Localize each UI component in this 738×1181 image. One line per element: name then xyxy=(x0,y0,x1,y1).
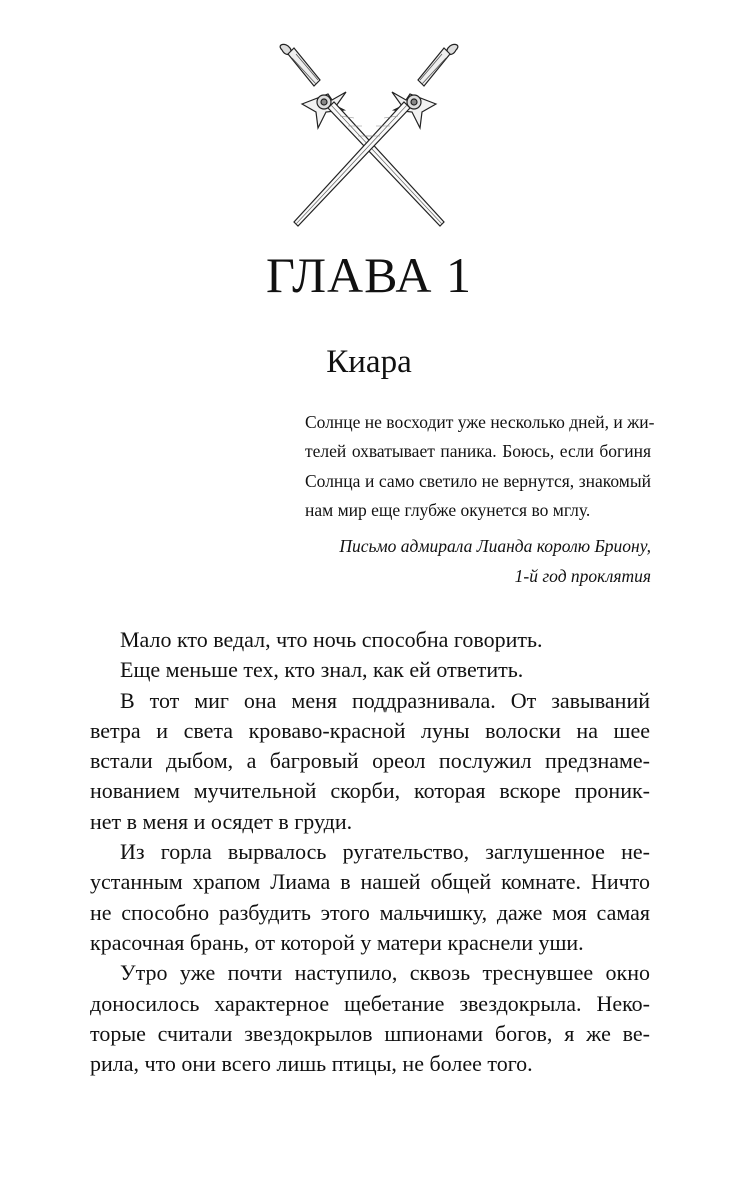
paragraph-line: устанным храпом Лиама в нашей общей комнате. Ничто xyxy=(90,869,650,895)
paragraph-line: Мало кто ведал, что ночь способна говорить. xyxy=(120,627,543,652)
chapter-title: ГЛАВА 1 xyxy=(266,247,472,303)
paragraph-line: Из горла вырвалось ругательство, заглушенное не- xyxy=(120,839,650,865)
paragraph-3 xyxy=(90,686,650,837)
epigraph-line: Солнце не восходит уже несколько дней, и жи- xyxy=(305,412,655,432)
paragraph-line: В тот миг она меня поддразнивала. От завываний xyxy=(120,687,650,713)
right-sword xyxy=(294,44,458,226)
paragraph-1 xyxy=(90,625,650,655)
paragraph-line: нет в меня и осядет в груди. xyxy=(90,808,353,834)
paragraph-line: встали дыбом, а багровый ореол послужил предзнаме- xyxy=(90,748,650,774)
paragraph-5 xyxy=(90,958,650,1079)
paragraph-line: рила, что они всего лишь птицы, не более того. xyxy=(90,1051,533,1077)
left-sword xyxy=(280,44,444,226)
paragraph-2 xyxy=(90,655,650,685)
epigraph-source-line: Письмо адмирала Лианда королю Бриону, xyxy=(339,536,651,557)
epigraph-source xyxy=(305,531,651,592)
epigraph-line: телей охватывает паника. Боюсь, если богиня xyxy=(305,441,651,462)
epigraph-line: Солнца и само светило не вернутся, знакомый xyxy=(305,470,651,491)
epigraph-source-line: 1-й год проклятия xyxy=(514,566,651,587)
paragraph-line: нованием мучительной скорби, которая вскоре проник- xyxy=(90,778,650,804)
crossed-swords-icon xyxy=(268,40,470,236)
epigraph xyxy=(305,408,655,592)
paragraph-4 xyxy=(90,837,650,958)
paragraph-line: торые считали звездокрылов шпионами богов, я же ве- xyxy=(90,1020,650,1046)
epigraph-line: нам мир еще глубже окунется во мглу. xyxy=(305,499,591,520)
paragraph-line: не способно разбудить этого мальчишку, даже моя самая xyxy=(90,899,650,925)
paragraph-line: Еще меньше тех, кто знал, как ей ответить. xyxy=(120,657,524,683)
body-text xyxy=(90,625,650,1079)
chapter-subtitle: Киара xyxy=(326,344,412,380)
paragraph-line: красочная брань, от которой у матери краснели уши. xyxy=(90,929,584,955)
paragraph-line: Утро уже почти наступило, сквозь треснувшее окно xyxy=(120,960,650,986)
paragraph-line: ветра и света кроваво-красной луны волоски на шее xyxy=(90,717,650,743)
paragraph-line: доносилось характерное щебетание звездокрыла. Неко- xyxy=(90,990,650,1016)
epigraph-text xyxy=(305,408,655,525)
